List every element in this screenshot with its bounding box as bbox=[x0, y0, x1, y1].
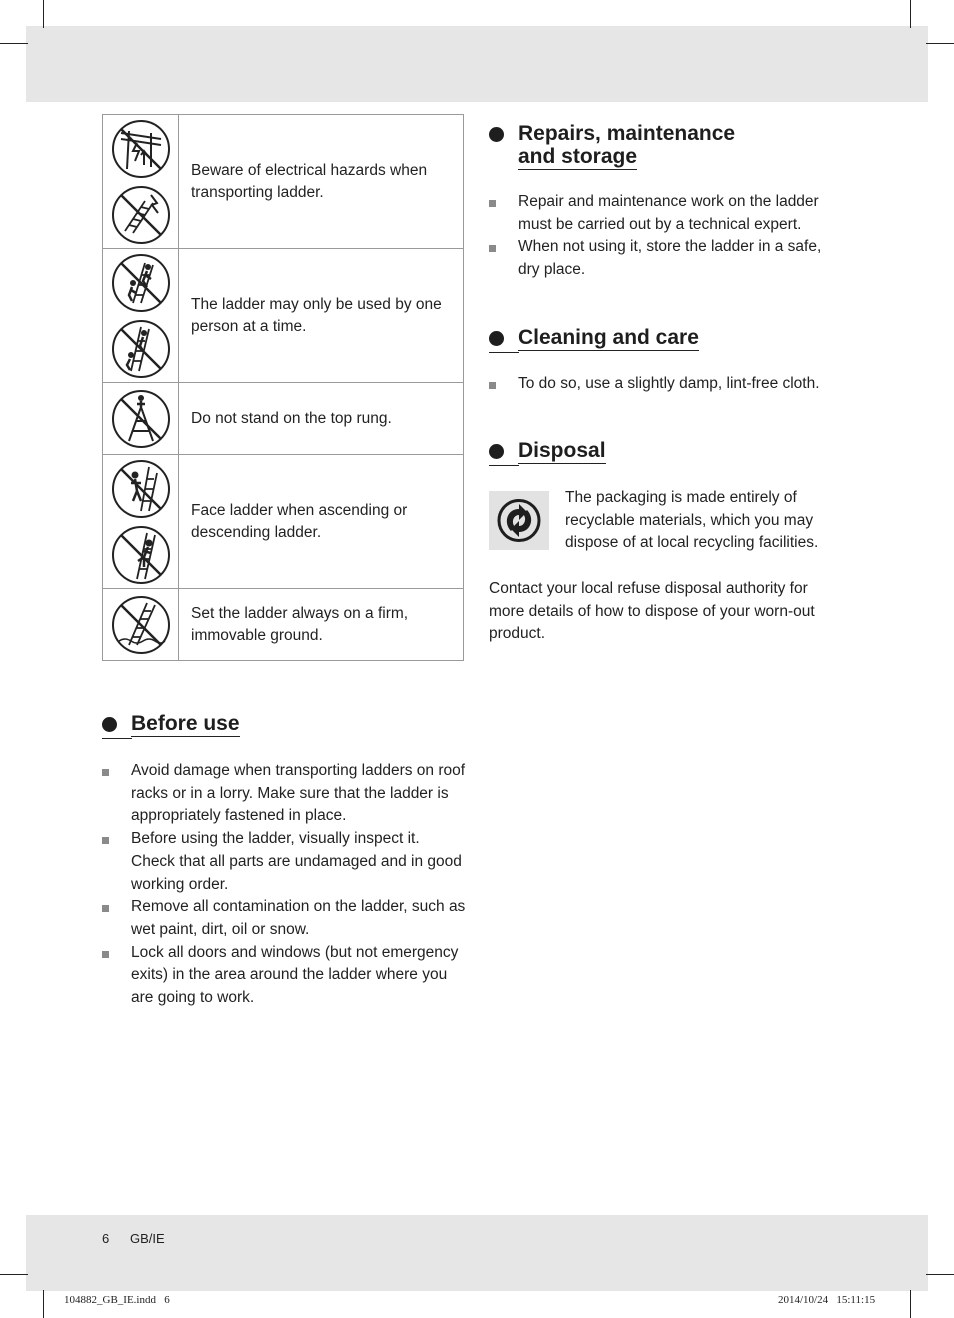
icon-cell bbox=[103, 249, 179, 383]
header-band bbox=[26, 26, 928, 102]
section-title: Disposal bbox=[518, 439, 606, 462]
icon-cell bbox=[103, 383, 179, 455]
icon-cell bbox=[103, 455, 179, 589]
list-item-text: Before using the ladder, visually inspect it. Check that all parts are undamaged and in good working order. bbox=[131, 830, 462, 893]
list-item-text: When not using it, store the ladder in a safe, dry place. bbox=[518, 238, 822, 279]
heading-bullet-icon bbox=[489, 127, 504, 142]
back-facing-ladder-prohibited-icon bbox=[111, 459, 171, 519]
safety-warnings-table bbox=[102, 114, 464, 661]
bullet-square-icon bbox=[102, 837, 109, 844]
before-use-heading bbox=[102, 712, 240, 737]
list-item-text: Remove all contamination on the ladder, such as wet paint, dirt, oil or snow. bbox=[131, 898, 466, 938]
crop-mark bbox=[0, 1274, 28, 1275]
list-item bbox=[102, 828, 466, 896]
page-number: 6 bbox=[102, 1231, 110, 1246]
list-item bbox=[489, 236, 839, 281]
list-item bbox=[489, 373, 839, 396]
top-rung-prohibited-icon bbox=[111, 389, 171, 449]
list-item bbox=[489, 191, 839, 236]
list-item bbox=[102, 942, 466, 1010]
heading-underline-lead bbox=[489, 465, 519, 466]
slug-timestamp: 2014/10/24 15:11:15 bbox=[778, 1294, 876, 1306]
packaging-text: The packaging is made entirely of recyclable materials, which you may dispose of at local recycling facilities. bbox=[565, 489, 819, 552]
second-person-ladder-prohibited-icon bbox=[111, 319, 171, 379]
crop-mark bbox=[910, 0, 911, 28]
warning-text: Set the ladder always on a firm, immovable ground. bbox=[179, 589, 464, 661]
repairs-heading bbox=[489, 122, 735, 170]
unstable-ground-prohibited-icon bbox=[111, 595, 171, 655]
two-persons-ladder-prohibited-icon bbox=[111, 253, 171, 313]
table-row bbox=[103, 455, 464, 589]
footer-band bbox=[26, 1215, 928, 1291]
region-label: GB/IE bbox=[130, 1231, 165, 1246]
crop-mark bbox=[0, 43, 28, 44]
backward-descending-prohibited-icon bbox=[111, 525, 171, 585]
bullet-square-icon bbox=[489, 382, 496, 389]
before-use-list bbox=[102, 760, 466, 1010]
icon-cell bbox=[103, 115, 179, 249]
bullet-square-icon bbox=[102, 951, 109, 958]
repairs-list bbox=[489, 191, 839, 282]
heading-underline-lead bbox=[489, 352, 519, 353]
section-title-line1: Repairs, maintenance bbox=[518, 122, 736, 145]
table-row bbox=[103, 589, 464, 661]
list-item-text: Lock all doors and windows (but not emergency exits) in the area around the ladder where you are going to work. bbox=[131, 943, 459, 1007]
crop-mark bbox=[43, 1290, 44, 1318]
bullet-square-icon bbox=[489, 245, 496, 252]
contact-text: Contact your local refuse disposal authority for more details of how to dispose of your worn-out product. bbox=[489, 580, 815, 643]
icon-cell bbox=[103, 589, 179, 661]
warning-text: The ladder may only be used by one person at a time. bbox=[179, 249, 464, 383]
crop-mark bbox=[926, 1274, 954, 1275]
disposal-heading bbox=[489, 439, 606, 464]
list-item bbox=[102, 760, 466, 828]
crop-mark bbox=[910, 1290, 911, 1318]
list-item-text: To do so, use a slightly damp, lint-free cloth. bbox=[518, 375, 820, 392]
heading-bullet-icon bbox=[489, 444, 504, 459]
list-item-text: Repair and maintenance work on the ladder must be carried out by a technical expert. bbox=[518, 193, 819, 233]
bullet-square-icon bbox=[102, 905, 109, 912]
section-title: Cleaning and care bbox=[518, 326, 699, 349]
recycling-logo-box bbox=[489, 491, 549, 550]
heading-underline-lead bbox=[102, 738, 132, 739]
heading-bullet-icon bbox=[489, 331, 504, 346]
slug-file-name: 104882_GB_IE.indd 6 bbox=[64, 1294, 170, 1306]
crop-mark bbox=[43, 0, 44, 28]
power-line-ladder-icon bbox=[111, 185, 171, 245]
crop-mark bbox=[926, 43, 954, 44]
heading-bullet-icon bbox=[102, 717, 117, 732]
list-item bbox=[102, 896, 466, 941]
bullet-square-icon bbox=[489, 200, 496, 207]
cleaning-list bbox=[489, 373, 839, 396]
table-row bbox=[103, 249, 464, 383]
bullet-square-icon bbox=[102, 769, 109, 776]
warning-text: Do not stand on the top rung. bbox=[179, 383, 464, 455]
section-title-line2: and storage bbox=[518, 145, 638, 168]
green-dot-recycling-icon bbox=[489, 491, 549, 550]
table-row bbox=[103, 383, 464, 455]
warning-text: Face ladder when ascending or descending ladder. bbox=[179, 455, 464, 589]
table-row bbox=[103, 115, 464, 249]
electrical-hazard-icon bbox=[111, 119, 171, 179]
section-title: Before use bbox=[131, 712, 240, 735]
list-item-text: Avoid damage when transporting ladders on roof racks or in a lorry. Make sure that the ladder is appropriately fastened in place. bbox=[131, 762, 466, 825]
cleaning-heading bbox=[489, 326, 699, 351]
warning-text: Beware of electrical hazards when transporting ladder. bbox=[179, 115, 464, 249]
